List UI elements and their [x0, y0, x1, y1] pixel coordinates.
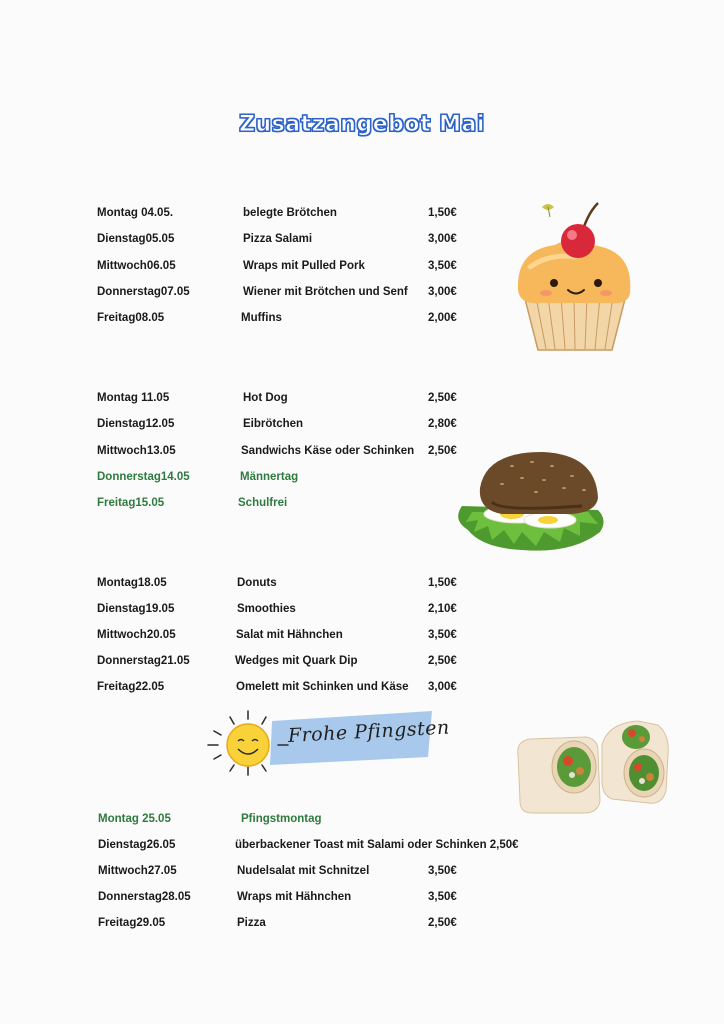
day-label: Donnerstag14.05	[97, 471, 190, 483]
holiday-label: Schulfrei	[238, 497, 288, 509]
price: 2,50€	[428, 917, 457, 929]
price: 2,10€	[428, 603, 457, 615]
day-label: Dienstag05.05	[97, 233, 175, 245]
day-label: Montag18.05	[97, 577, 167, 589]
menu-row	[0, 917, 724, 937]
menu-item: Hot Dog	[243, 392, 288, 404]
menu-row	[0, 839, 724, 859]
menu-row	[0, 891, 724, 911]
menu-item: Sandwichs Käse oder Schinken	[241, 445, 415, 457]
day-label: Mittwoch20.05	[97, 629, 176, 641]
price: 2,80€	[428, 418, 457, 430]
price: 3,00€	[428, 286, 457, 298]
day-label: Dienstag19.05	[97, 603, 175, 615]
menu-item: Wiener mit Brötchen und Senf	[243, 286, 408, 298]
page-title: Zusatzangebot Mai	[239, 112, 485, 137]
price: 3,00€	[428, 681, 457, 693]
price: 2,00€	[428, 312, 457, 324]
menu-item: Wraps mit Hähnchen	[237, 891, 352, 903]
menu-row-holiday	[0, 471, 724, 491]
price: 3,50€	[428, 891, 457, 903]
day-label: Donnerstag07.05	[97, 286, 190, 298]
day-label: Freitag29.05	[98, 917, 166, 929]
day-label: Dienstag26.05	[98, 839, 176, 851]
day-label: Montag 25.05	[98, 813, 171, 825]
price: 1,50€	[428, 207, 457, 219]
menu-item: Wedges mit Quark Dip	[235, 655, 358, 667]
wrap-illustration	[512, 715, 672, 821]
menu-row	[0, 865, 724, 885]
menu-row	[0, 445, 724, 465]
menu-item: Muffins	[241, 312, 282, 324]
sandwich-illustration	[452, 448, 608, 563]
menu-item: Wraps mit Pulled Pork	[243, 260, 365, 272]
menu-item: Eibrötchen	[243, 418, 304, 430]
price: 3,00€	[428, 233, 457, 245]
day-label: Montag 11.05	[97, 392, 170, 404]
price: 3,50€	[428, 260, 457, 272]
cupcake-illustration	[510, 195, 640, 360]
price: 3,50€	[428, 865, 457, 877]
price: 3,50€	[428, 629, 457, 641]
menu-item: Donuts	[237, 577, 277, 589]
menu-row	[0, 655, 724, 675]
menu-row-holiday	[0, 497, 724, 517]
price: 2,50€	[428, 655, 457, 667]
menu-row	[0, 418, 724, 438]
menu-item: belegte Brötchen	[243, 207, 337, 219]
day-label: Freitag15.05	[97, 497, 165, 509]
pfingsten-banner	[200, 707, 451, 777]
banner-text: Frohe Pfingsten	[287, 716, 451, 747]
price: 2,50€	[428, 445, 457, 457]
day-label: Mittwoch27.05	[98, 865, 177, 877]
day-label: Donnerstag21.05	[97, 655, 190, 667]
day-label: Donnerstag28.05	[98, 891, 191, 903]
menu-item: Omelett mit Schinken und Käse	[236, 681, 409, 693]
day-label: Montag 04.05.	[97, 207, 174, 219]
menu-item: Smoothies	[237, 603, 296, 615]
price: 1,50€	[428, 577, 457, 589]
price: 2,50€	[428, 392, 457, 404]
menu-row	[0, 681, 724, 701]
menu-item: überbackener Toast mit Salami oder Schinken 2,50€	[235, 839, 519, 851]
menu-row	[0, 392, 724, 412]
menu-item: Nudelsalat mit Schnitzel	[237, 865, 370, 877]
holiday-label: Pfingstmontag	[241, 813, 322, 825]
menu-row	[0, 629, 724, 649]
day-label: Freitag22.05	[97, 681, 165, 693]
menu-item: Pizza Salami	[243, 233, 313, 245]
menu-item: Salat mit Hähnchen	[236, 629, 343, 641]
menu-row	[0, 603, 724, 623]
holiday-label: Männertag	[240, 471, 299, 483]
menu-row	[0, 577, 724, 597]
day-label: Mittwoch13.05	[97, 445, 176, 457]
day-label: Mittwoch06.05	[97, 260, 176, 272]
day-label: Freitag08.05	[97, 312, 165, 324]
day-label: Dienstag12.05	[97, 418, 175, 430]
menu-item: Pizza	[237, 917, 266, 929]
